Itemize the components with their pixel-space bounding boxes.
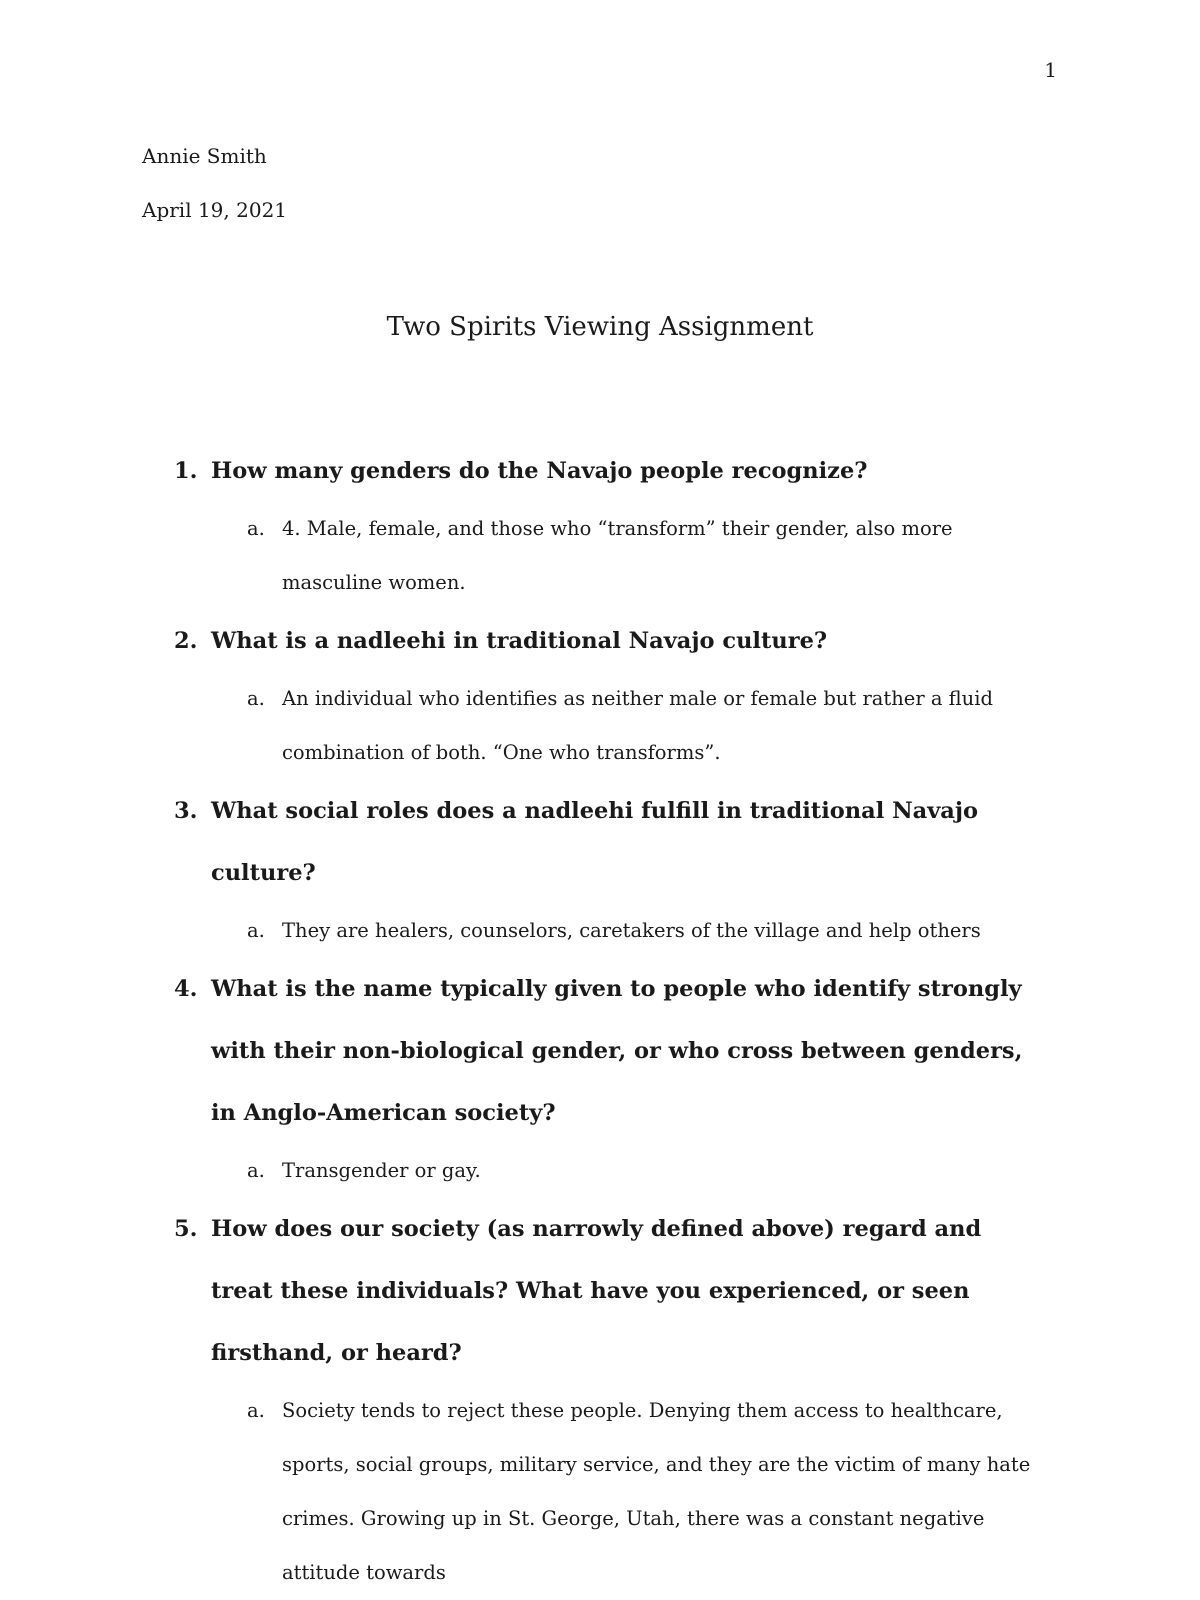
question-text: What is a nadleehi in traditional Navajo culture? [211,628,828,654]
question-1 [0,440,1200,502]
question-list [0,440,1200,1600]
answer-marker: a. [247,1399,265,1422]
answer-marker: a. [247,919,265,942]
page-title: Two Spirits Viewing Assignment [386,312,814,342]
answer-3 [0,904,1200,958]
answer-marker: a. [247,517,265,540]
answer-text: An individual who identifies as neither male or female but rather a fluid combination of both. “One who transforms”. [282,687,993,764]
question-number: 1. [174,458,198,484]
answer-text: They are healers, counselors, caretakers of the village and help others [282,919,981,942]
question-number: 3. [174,798,198,824]
answer-5 [0,1384,1200,1600]
question-4 [0,958,1200,1144]
answer-1 [0,502,1200,610]
answer-text: Transgender or gay. [282,1159,481,1182]
page-number: 1 [1044,58,1057,82]
answer-4 [0,1144,1200,1198]
author-name: Annie Smith [142,144,267,168]
question-3 [0,780,1200,904]
answer-2 [0,672,1200,780]
question-number: 4. [174,976,198,1002]
question-text: How does our society (as narrowly defined above) regard and treat these individuals? What have you experienced, or seen firsthand, or heard? [211,1216,982,1366]
question-text: What is the name typically given to people who identify strongly with their non-biological gender, or who cross between genders, in Anglo-American society? [211,976,1023,1126]
question-number: 5. [174,1216,198,1242]
answer-marker: a. [247,1159,265,1182]
question-2 [0,610,1200,672]
answer-marker: a. [247,687,265,710]
answer-text: 4. Male, female, and those who “transform” their gender, also more masculine women. [282,517,953,594]
question-5 [0,1198,1200,1384]
question-text: What social roles does a nadleehi fulfill in traditional Navajo culture? [211,798,979,886]
answer-text: Society tends to reject these people. Denying them access to healthcare, sports, social groups, military service, and they are the victim of many hate crimes. Growing up in St. George, Utah, there was a constant negative attitude towards [282,1399,1031,1584]
question-text: How many genders do the Navajo people recognize? [211,458,868,484]
question-number: 2. [174,628,198,654]
document-date: April 19, 2021 [142,198,288,222]
